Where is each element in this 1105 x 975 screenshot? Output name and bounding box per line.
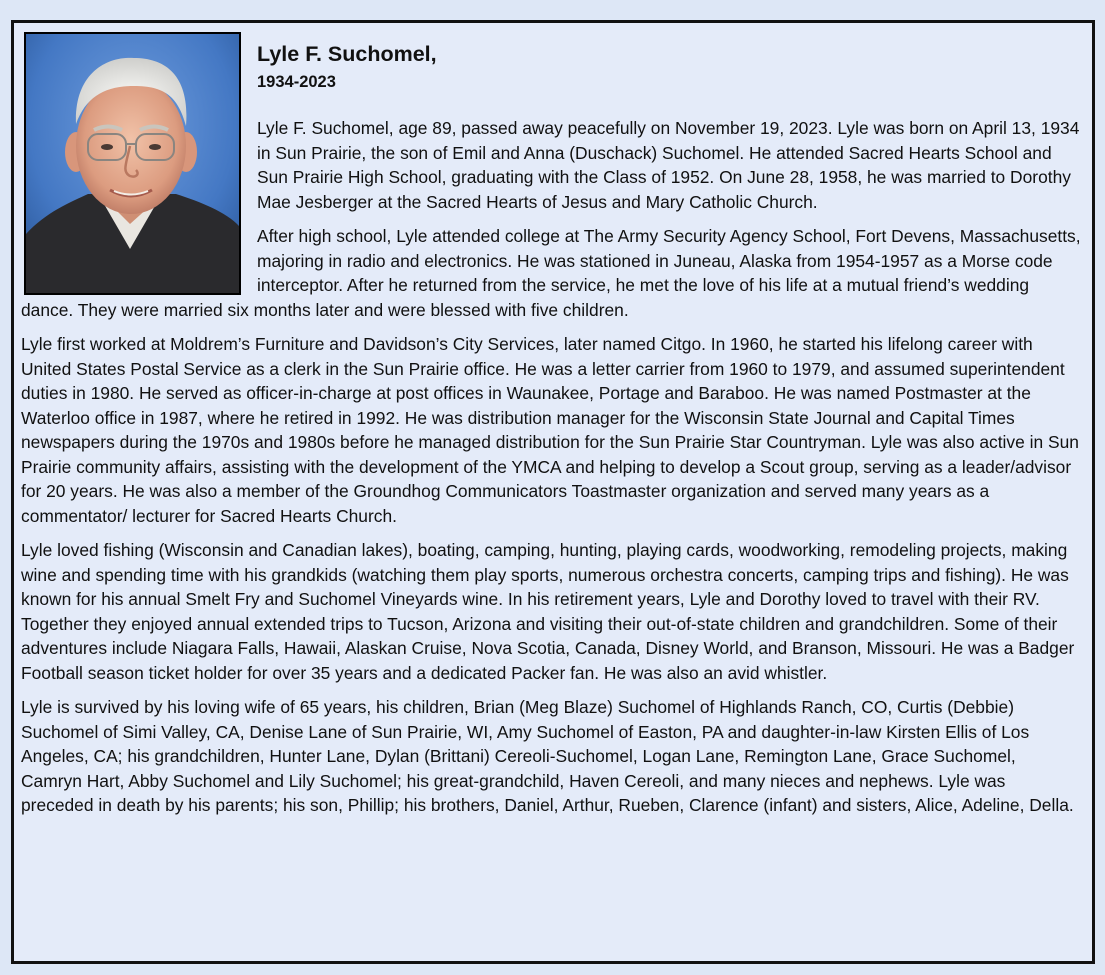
obituary-content: [21, 31, 1081, 828]
obituary-paragraph: After high school, Lyle attended college at The Army Security Agency School, Fort Devens, Massachusetts, majoring in radio and electronics. He was stationed in Juneau, Alaska from 1954-1957 as a Morse code interceptor. After he returned from the service, he met the love of his life at a mutual friend’s wedding dance. They were married six months later and were blessed with five children.: [21, 226, 1081, 320]
portrait-photo: [24, 32, 241, 295]
obituary-box: [11, 20, 1095, 964]
obituary-paragraph: Lyle loved fishing (Wisconsin and Canadian lakes), boating, camping, hunting, playing cards, woodworking, remodeling projects, making wine and spending time with his grandkids (watching them play sports, numerous orchestra concerts, camping trips and fishing). He was known for his annual Smelt Fry and Suchomel Vineyards wine. In his retirement years, Lyle and Dorothy loved to travel with their RV. Together they enjoyed annual extended trips to Tucson, Arizona and visiting their out-of-state children and grandchildren. Some of their adventures include Niagara Falls, Hawaii, Alaskan Cruise, Nova Scotia, Canada, Disney World, and Branson, Missouri. He was a Badger Football season ticket holder for over 35 years and a dedicated Packer fan. He was also an avid whistler.: [21, 540, 1075, 683]
obituary-paragraph: Lyle first worked at Moldrem’s Furniture and Davidson’s City Services, later named Citgo. In 1960, he started his lifelong career with United States Postal Service as a clerk in the Sun Prairie office. He was a letter carrier from 1960 to 1979, and assumed superintendent duties in 1980. He served as officer-in-charge at post offices in Waunakee, Portage and Baraboo. He was named Postmaster at the Waterloo office in 1987, where he retired in 1992. He was distribution manager for the Wisconsin State Journal and Capital Times newspapers during the 1970s and 1980s before he managed distribution for the Sun Prairie Star Countryman. Lyle was also active in Sun Prairie community affairs, assisting with the development of the YMCA and helping to develop a Scout group, serving as a leader/advisor for 20 years. He was also a member of the Groundhog Communicators Toastmaster organization and served many years as a commentator/ lecturer for Sacred Hearts Church.: [21, 334, 1079, 526]
obituary-paragraph: Lyle F. Suchomel, age 89, passed away peacefully on November 19, 2023. Lyle was born on April 13, 1934 in Sun Prairie, the son of Emil and Anna (Duschack) Suchomel. He attended Sacred Hearts School and Sun Prairie High School, graduating with the Class of 1952. On June 28, 1958, he was married to Dorothy Mae Jesberger at the Sacred Hearts of Jesus and Mary Catholic Church.: [257, 118, 1080, 212]
obituary-dates: 1934-2023: [257, 73, 336, 91]
obituary-paragraph: Lyle is survived by his loving wife of 65 years, his children, Brian (Meg Blaze) Suchomel of Highlands Ranch, CO, Curtis (Debbie) Suchomel of Simi Valley, CA, Denise Lane of Sun Prairie, WI, Amy Suchomel of Easton, PA and daughter-in-law Kirsten Ellis of Los Angeles, CA; his grandchildren, Hunter Lane, Dylan (Brittani) Cereoli-Suchomel, Logan Lane, Remington Lane, Grace Suchomel, Camryn Hart, Abby Suchomel and Lily Suchomel; his great-grandchild, Haven Cereoli, and many nieces and nephews. Lyle was preceded in death by his parents; his son, Phillip; his brothers, Daniel, Arthur, Rueben, Clarence (infant) and sisters, Alice, Adeline, Della.: [21, 697, 1074, 815]
portrait-illustration: [26, 34, 239, 293]
obituary-name: Lyle F. Suchomel,: [257, 42, 437, 66]
